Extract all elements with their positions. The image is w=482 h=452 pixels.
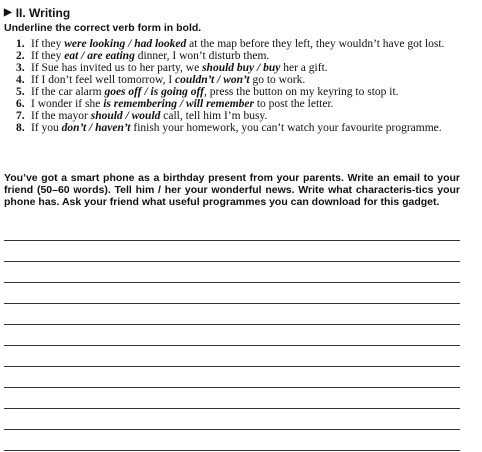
answer-line[interactable] — [4, 303, 460, 304]
exercise-item — [16, 122, 462, 134]
verb-option-1[interactable]: should buy — [202, 62, 255, 74]
item-text-before: If Sue has invited us to her party, we — [31, 62, 203, 74]
item-text-after: , press the button on my keyring to stop it. — [204, 86, 399, 98]
item-text-before: If I don’t feel well tomorrow, I — [31, 74, 176, 86]
item-text-before: If they — [31, 38, 65, 50]
verb-option-2[interactable]: had looked — [134, 38, 187, 50]
option-separator: / — [141, 86, 151, 98]
option-separator: / — [176, 98, 186, 110]
item-text-after: at the map before they left, they wouldn’t have got lost. — [186, 38, 445, 50]
exercise-item — [16, 62, 462, 74]
exercise-item — [16, 86, 462, 98]
exercise-item — [16, 110, 462, 122]
option-separator: / — [214, 74, 224, 86]
option-separator: / — [86, 122, 96, 134]
verb-option-2[interactable]: buy — [263, 62, 281, 74]
verb-option-1[interactable]: is remembering — [103, 98, 177, 110]
verb-option-2[interactable]: is going off — [150, 86, 205, 98]
answer-line[interactable] — [4, 429, 460, 430]
triangle-marker-icon: ▶ — [4, 7, 12, 18]
item-text — [31, 86, 462, 98]
verb-option-2[interactable]: will remember — [185, 98, 254, 110]
exercise-list — [16, 38, 462, 134]
answer-line[interactable] — [4, 366, 460, 367]
answer-line[interactable] — [4, 345, 460, 346]
item-number: 2. — [16, 50, 25, 62]
item-text-after: go to work. — [249, 74, 306, 86]
option-separator: / — [122, 110, 132, 122]
verb-option-1[interactable]: eat — [64, 50, 79, 62]
item-text — [31, 98, 462, 110]
verb-option-2[interactable]: would — [131, 110, 161, 122]
item-text-after: dinner, I won’t disturb them. — [134, 50, 270, 62]
item-text-after: to post the letter. — [253, 98, 334, 110]
verb-option-1[interactable]: should — [90, 110, 123, 122]
item-text-after: call, tell him I’m busy. — [160, 110, 268, 122]
item-text-after: finish your homework, you can’t watch your favourite programme. — [130, 122, 442, 134]
item-number: 6. — [16, 98, 25, 110]
item-number: 7. — [16, 110, 25, 122]
section-title — [4, 6, 70, 20]
option-separator: / — [125, 38, 135, 50]
answer-line[interactable] — [4, 387, 460, 388]
answer-line[interactable] — [4, 408, 460, 409]
exercise-item — [16, 74, 462, 86]
item-text-before: If the car alarm — [31, 86, 105, 98]
exercise-instruction: Underline the correct verb form in bold. — [4, 22, 202, 34]
item-text — [31, 122, 462, 134]
answer-line[interactable] — [4, 324, 460, 325]
option-separator: / — [254, 62, 264, 74]
item-text-before: If the mayor — [31, 110, 91, 122]
answer-line[interactable] — [4, 450, 460, 451]
item-text-after: her a gift. — [280, 62, 328, 74]
verb-option-1[interactable]: were looking — [64, 38, 126, 50]
item-number: 3. — [16, 62, 25, 74]
exercise-item — [16, 98, 462, 110]
item-text — [31, 74, 462, 86]
verb-option-1[interactable]: goes off — [104, 86, 142, 98]
exercise-item — [16, 50, 462, 62]
item-text — [31, 110, 462, 122]
option-separator: / — [78, 50, 88, 62]
item-text — [31, 62, 462, 74]
exercise-item — [16, 38, 462, 50]
item-number: 8. — [16, 122, 25, 134]
item-text — [31, 50, 462, 62]
item-number: 1. — [16, 38, 25, 50]
section-title-text: II. Writing — [15, 6, 71, 20]
item-number: 4. — [16, 74, 25, 86]
answer-line[interactable] — [4, 282, 460, 283]
verb-option-2[interactable]: haven’t — [95, 122, 131, 134]
verb-option-1[interactable]: couldn’t — [175, 74, 215, 86]
verb-option-2[interactable]: won’t — [223, 74, 250, 86]
item-text-before: If you — [31, 122, 62, 134]
answer-line[interactable] — [4, 240, 460, 241]
answer-line[interactable] — [4, 261, 460, 262]
verb-option-1[interactable]: don’t — [61, 122, 87, 134]
item-text — [31, 38, 462, 50]
verb-option-2[interactable]: are eating — [87, 50, 135, 62]
item-number: 5. — [16, 86, 25, 98]
item-text-before: I wonder if she — [31, 98, 104, 110]
item-text-before: If they — [31, 50, 65, 62]
writing-task-prompt: You’ve got a smart phone as a birthday present from your parents. Write an email to your friend (50–60 words). Tell him / her your wonderful news. Write what characteris-tics your phone has. Ask your friend what useful programmes you can download for this gadget. — [4, 172, 460, 208]
